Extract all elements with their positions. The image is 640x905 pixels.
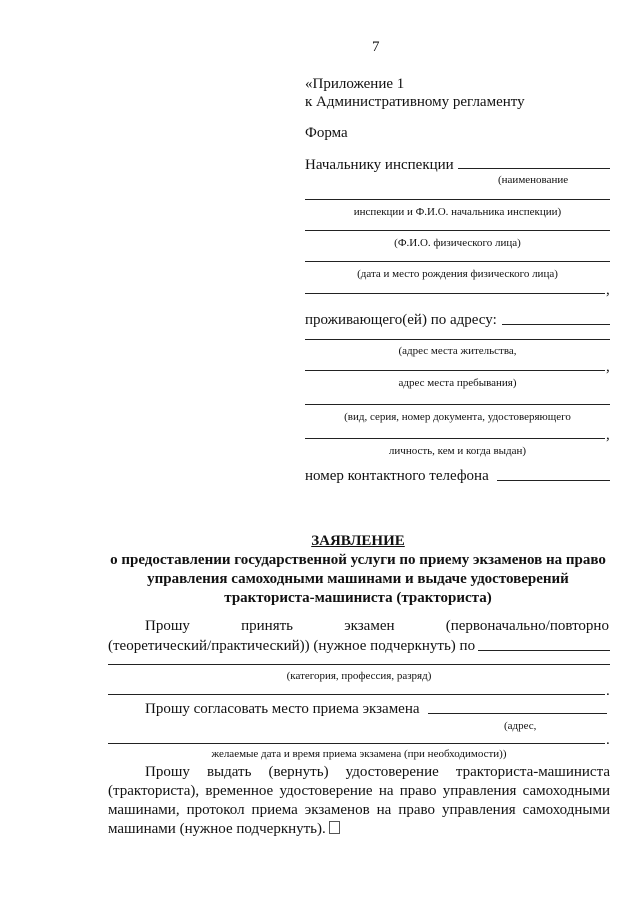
paragraph-3-text: Прошу выдать (вернуть) удостоверение тракториста-машиниста (тракториста), временное удостоверение на право управления самоходными машинами, протокол приема экзаменов на право управления самоходными машинами (нужное подчеркнуть). bbox=[108, 764, 610, 837]
exam-place-line-2[interactable] bbox=[108, 743, 605, 744]
chief-label: Начальнику инспекции bbox=[305, 157, 454, 173]
paragraph-2-line-1: Прошу согласовать место приема экзамена bbox=[145, 701, 420, 717]
exam-line[interactable] bbox=[478, 650, 610, 651]
page-number: 7 bbox=[372, 39, 380, 55]
form-label: Форма bbox=[305, 125, 348, 141]
extra-line[interactable] bbox=[305, 293, 605, 294]
appendix-label: «Приложение 1 bbox=[305, 76, 405, 92]
hint-residence: (адрес места жительства, bbox=[398, 345, 517, 357]
word: принять bbox=[241, 618, 293, 634]
document-title: ЗАЯВЛЕНИЕ bbox=[311, 533, 405, 549]
hint-document: (вид, серия, номер документа, удостоверяющего bbox=[344, 411, 571, 423]
category-line-2[interactable] bbox=[108, 694, 605, 695]
paragraph-1-line-1 bbox=[145, 617, 609, 635]
hint-birth: (дата и место рождения физического лица) bbox=[357, 268, 558, 280]
period: . bbox=[606, 683, 610, 699]
title-line-2: управления самоходными машинами и выдаче удостоверений bbox=[147, 571, 569, 587]
title-line-1: о предоставлении государственной услуги по приему экзаменов на право bbox=[110, 552, 606, 568]
hint-inspection: инспекции и Ф.И.О. начальника инспекции) bbox=[353, 206, 562, 218]
hint-date: желаемые дата и время приема экзамена (при необходимости)) bbox=[211, 748, 507, 760]
chief-name-line[interactable] bbox=[458, 168, 610, 169]
residing-line[interactable] bbox=[502, 324, 610, 325]
hint-name: (наименование bbox=[498, 174, 569, 186]
hint-stay: адрес места пребывания) bbox=[398, 377, 517, 389]
comma: , bbox=[606, 427, 610, 443]
residing-label: проживающего(ей) по адресу: bbox=[305, 312, 497, 328]
phone-label: номер контактного телефона bbox=[305, 468, 489, 484]
word: Прошу bbox=[145, 618, 190, 634]
stay-line[interactable] bbox=[305, 370, 605, 371]
hint-person: (Ф.И.О. физического лица) bbox=[394, 237, 521, 249]
period: . bbox=[606, 732, 610, 748]
birth-line[interactable] bbox=[305, 261, 610, 262]
checkbox-icon[interactable] bbox=[329, 821, 340, 834]
title-line-3: тракториста-машиниста (тракториста) bbox=[224, 590, 492, 606]
category-line[interactable] bbox=[108, 664, 610, 665]
inspection-line[interactable] bbox=[305, 199, 610, 200]
comma: , bbox=[606, 359, 610, 375]
exam-place-line[interactable] bbox=[428, 713, 607, 714]
document-line[interactable] bbox=[305, 404, 610, 405]
paragraph-1-line-2: (теоретический/практический)) (нужное подчеркнуть) по bbox=[108, 638, 476, 654]
phone-line[interactable] bbox=[497, 480, 610, 481]
regulation-label: к Административному регламенту bbox=[305, 94, 525, 110]
hint-category: (категория, профессия, разряд) bbox=[286, 670, 432, 682]
residence-line[interactable] bbox=[305, 339, 610, 340]
hint-address: (адрес, bbox=[504, 720, 537, 732]
word: экзамен bbox=[344, 618, 395, 634]
identity-line[interactable] bbox=[305, 438, 605, 439]
word: (первоначально/повторно bbox=[445, 618, 609, 634]
comma: , bbox=[606, 282, 610, 298]
person-name-line[interactable] bbox=[305, 230, 610, 231]
hint-identity: личность, кем и когда выдан) bbox=[388, 445, 527, 457]
paragraph-3 bbox=[108, 763, 610, 839]
